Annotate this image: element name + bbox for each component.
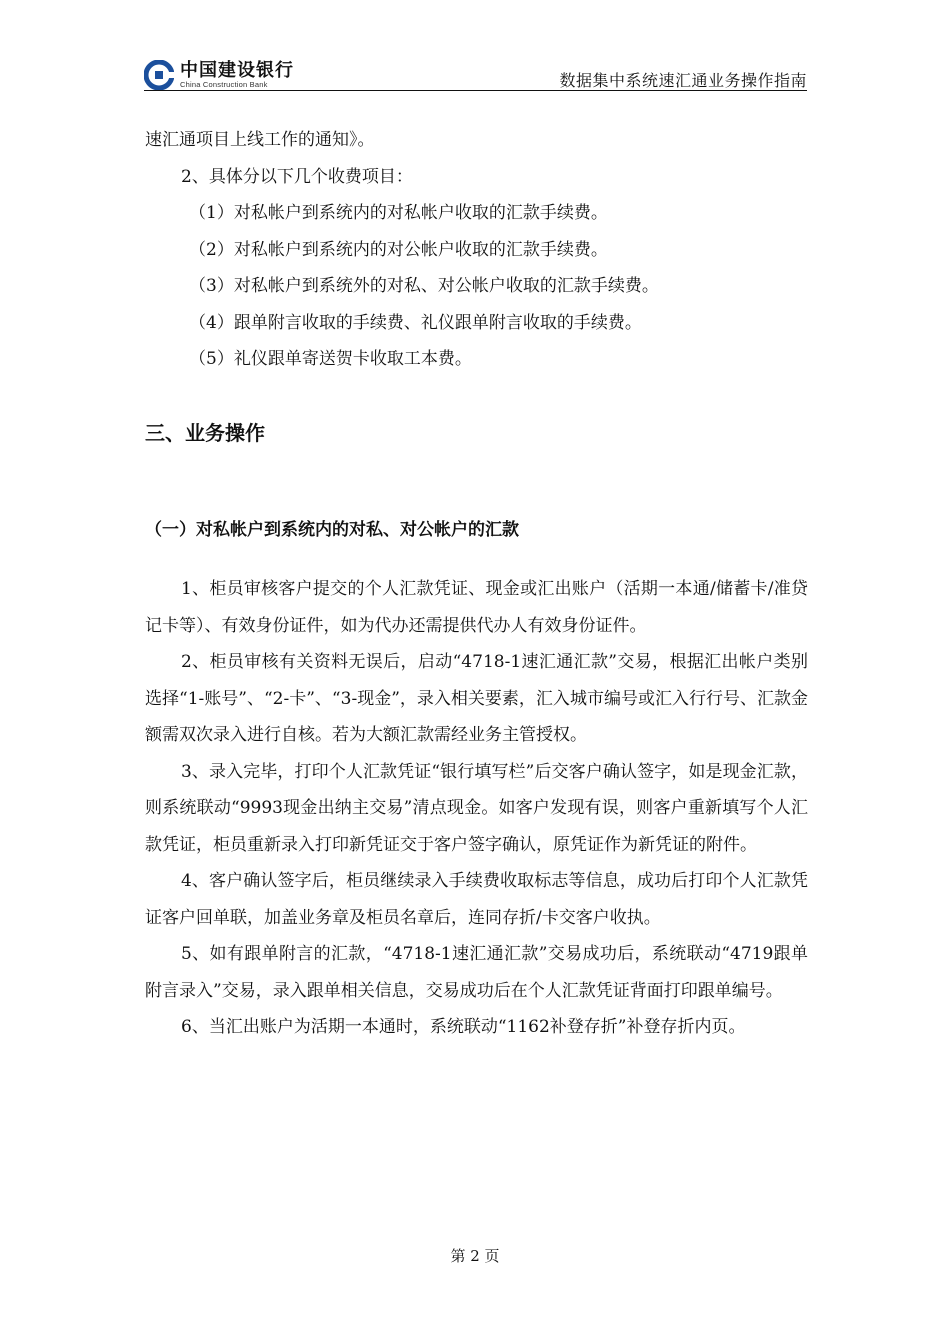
fee-item: （5）礼仪跟单寄送贺卡收取工本费。 [189,349,472,369]
intro-continuation: 速汇通项目上线工作的通知》。 [145,130,375,150]
logo-chinese-name: 中国建设银行 [180,59,294,81]
section-heading: 三、业务操作 [145,421,265,445]
page-body [145,122,808,378]
procedure-step: 2、柜员审核有关资料无误后，启动“4718-1速汇通汇款”交易，根据汇出帐户类别选择“1-账号”、“2-卡”、“3-现金”，录入相关要素，汇入城市编号或汇入行行号、汇款金额需双次录入进行自核。若为大额汇款需经业务主管授权。 [145,652,808,745]
logo-english-name: China Construction Bank [180,79,268,89]
procedure-step: 3、录入完毕，打印个人汇款凭证“银行填写栏”后交客户确认签字，如是现金汇款，则系统联动“9993现金出纳主交易”清点现金。如客户发现有误，则客户重新填写个人汇款凭证，柜员重新录入打印新凭证交于客户签字确认，原凭证作为新凭证的附件。 [145,761,808,855]
fee-item: （4）跟单附言收取的手续费、礼仪跟单附言收取的手续费。 [189,312,642,333]
document-title: 数据集中系统速汇通业务操作指南 [559,71,807,90]
subsection-body [145,571,808,1046]
procedure-step: 1、柜员审核客户提交的个人汇款凭证、现金或汇出账户（活期一本通/储蓄卡/准贷记卡等）、有效身份证件，如为代办还需提供代办人有效身份证件。 [145,579,808,636]
procedure-step: 6、当汇出账户为活期一本通时，系统联动“1162补登存折”补登存折内页。 [181,1017,746,1037]
procedure-step: 5、如有跟单附言的汇款，“4718-1速汇通汇款”交易成功后，系统联动“4719跟单附言录入”交易，录入跟单相关信息，交易成功后在个人汇款凭证背面打印跟单编号。 [145,944,808,1001]
page-number: 第 2 页 [450,1247,500,1265]
procedure-step: 4、客户确认签字后，柜员继续录入手续费收取标志等信息，成功后打印个人汇款凭证客户回单联，加盖业务章及柜员名章后，连同存折/卡交客户收执。 [145,871,808,928]
fee-item: （3）对私帐户到系统外的对私、对公帐户收取的汇款手续费。 [189,276,659,296]
subsection-heading: （一）对私帐户到系统内的对私、对公帐户的汇款 [145,520,519,540]
ccb-emblem-icon [144,60,174,90]
fee-items-heading: 2、具体分以下几个收费项目： [181,166,413,187]
bank-logo [144,60,294,90]
fee-item: （1）对私帐户到系统内的对私帐户收取的汇款手续费。 [189,203,608,223]
fee-item: （2）对私帐户到系统内的对公帐户收取的汇款手续费。 [189,239,608,260]
page-header [144,58,807,91]
